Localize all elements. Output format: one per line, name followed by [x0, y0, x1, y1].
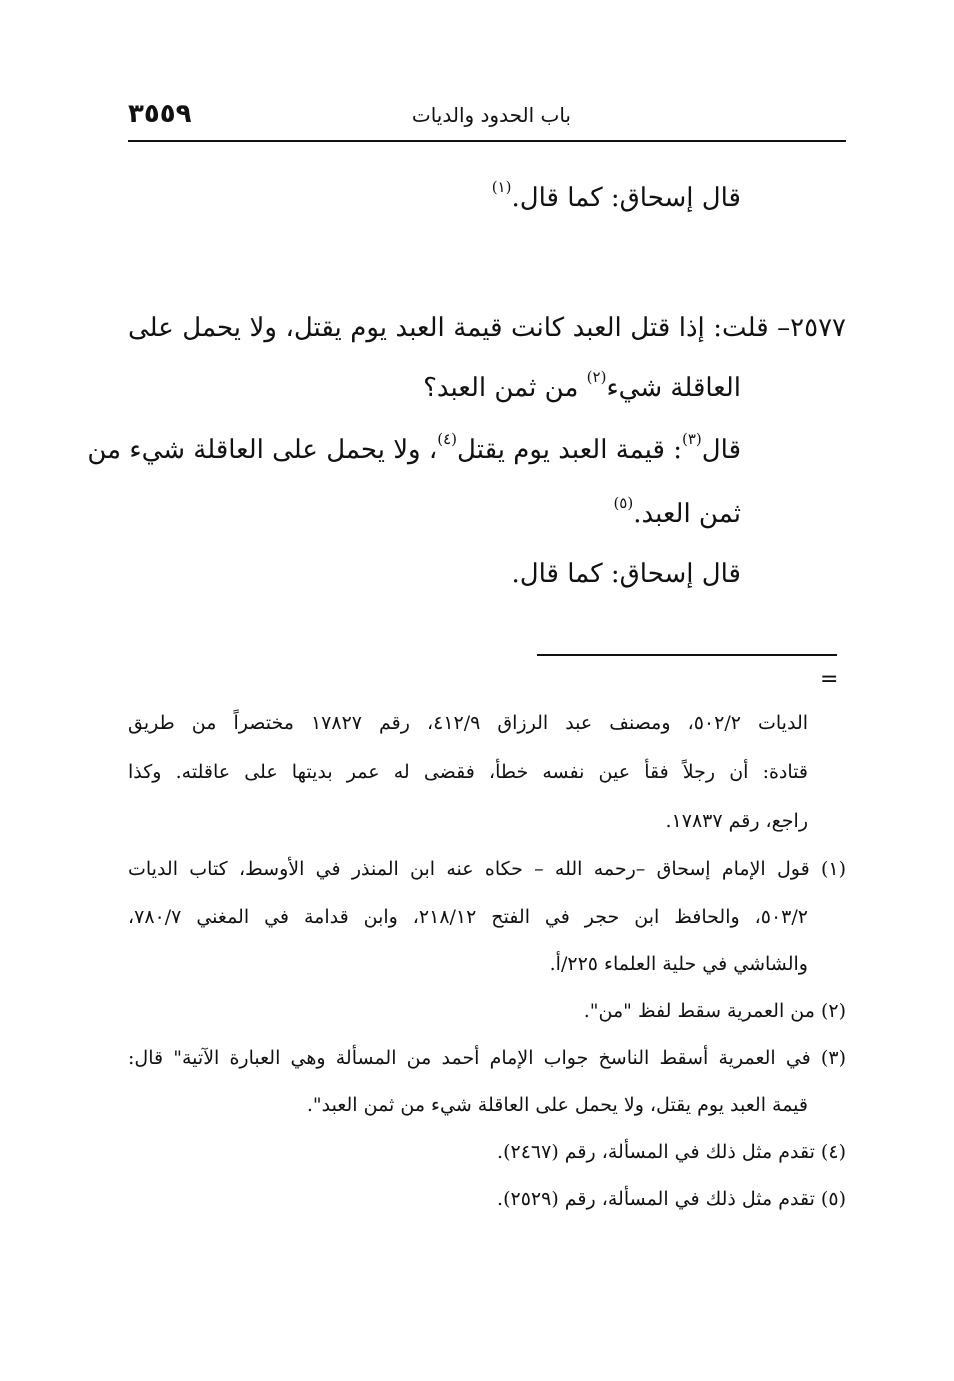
answer-line-2	[613, 494, 741, 534]
footnote-4: (٤) تقدم مثل ذلك في المسألة، رقم (٢٤٦٧).	[497, 1141, 846, 1163]
footnote-separator	[537, 654, 837, 656]
footnote-continued-line-1: الديات ٥٠٢/٢، ومصنف عبد الرزاق ٤١٢/٩، رقم ١٧٨٢٧ مختصراً من طريق	[128, 712, 809, 734]
continuation-marker: =	[820, 667, 839, 692]
footnote-1-line-2: ٥٠٣/٢، والحافظ ابن حجر في الفتح ٢١٨/١٢، وابن قدامة في المغني ٧٨٠/٧،	[128, 906, 808, 928]
page-number: ٣٥٥٩	[128, 99, 192, 129]
footnote-5: (٥) تقدم مثل ذلك في المسألة، رقم (٢٥٢٩).	[497, 1188, 846, 1210]
footnote-ref-2: (٢)	[586, 368, 607, 387]
footnote-3-line-1: (٣) في العمرية أسقط الناسخ جواب الإمام أحمد من المسألة وهي العبارة الآتية" قال:	[128, 1047, 846, 1069]
footnote-ref-4: (٤)	[437, 430, 458, 449]
question-text-2a: العاقلة شيء	[606, 373, 741, 403]
footnote-continued-line-3: راجع، رقم ١٧٨٣٧.	[665, 810, 808, 832]
prev-answer-line	[492, 178, 741, 218]
footnote-1-line-1: (١) قول الإمام إسحاق –رحمه الله – حكاه عنه ابن المنذر في الأوسط، كتاب الديات	[128, 858, 846, 880]
footnote-ref-1: (١)	[491, 178, 512, 197]
prev-answer: قال إسحاق: كما قال.	[511, 183, 741, 213]
header-rule	[128, 140, 846, 142]
footnote-ref-3: (٣)	[681, 430, 702, 449]
page-header	[128, 96, 846, 136]
footnote-ref-5: (٥)	[613, 494, 634, 513]
question-number: ٢٥٧٧–	[777, 313, 846, 343]
footnote-2: (٢) من العمرية سقط لفظ "من".	[583, 1000, 846, 1022]
question-line-1	[128, 308, 846, 348]
answer-text-b: : قيمة العبد يوم يقتل	[457, 435, 682, 465]
footnote-1-line-3: والشاشي في حلية العلماء ٢٢٥/أ.	[549, 953, 808, 975]
ishaq-answer: قال إسحاق: كما قال.	[511, 559, 741, 589]
footnote-continued-line-2: قتادة: أن رجلاً فقأ عين نفسه خطأ، فقضى له عمر بديتها على عاقلته. وكذا	[128, 761, 808, 783]
ishaq-answer-line	[511, 554, 741, 594]
answer-line-1	[87, 430, 741, 470]
footnote-3-line-2: قيمة العبد يوم يقتل، ولا يحمل على العاقلة شيء من ثمن العبد".	[306, 1094, 808, 1116]
answer-text-c: ، ولا يحمل على العاقلة شيء من	[87, 435, 438, 465]
question-line-2	[423, 368, 741, 408]
answer-text-2: ثمن العبد.	[633, 499, 741, 529]
question-text-2b: من ثمن العبد؟	[423, 373, 587, 403]
answer-text-a: قال	[701, 435, 741, 465]
question-text-1: قلت: إذا قتل العبد كانت قيمة العبد يوم يقتل، ولا يحمل على	[128, 313, 769, 343]
running-title: باب الحدود والديات	[411, 103, 571, 127]
